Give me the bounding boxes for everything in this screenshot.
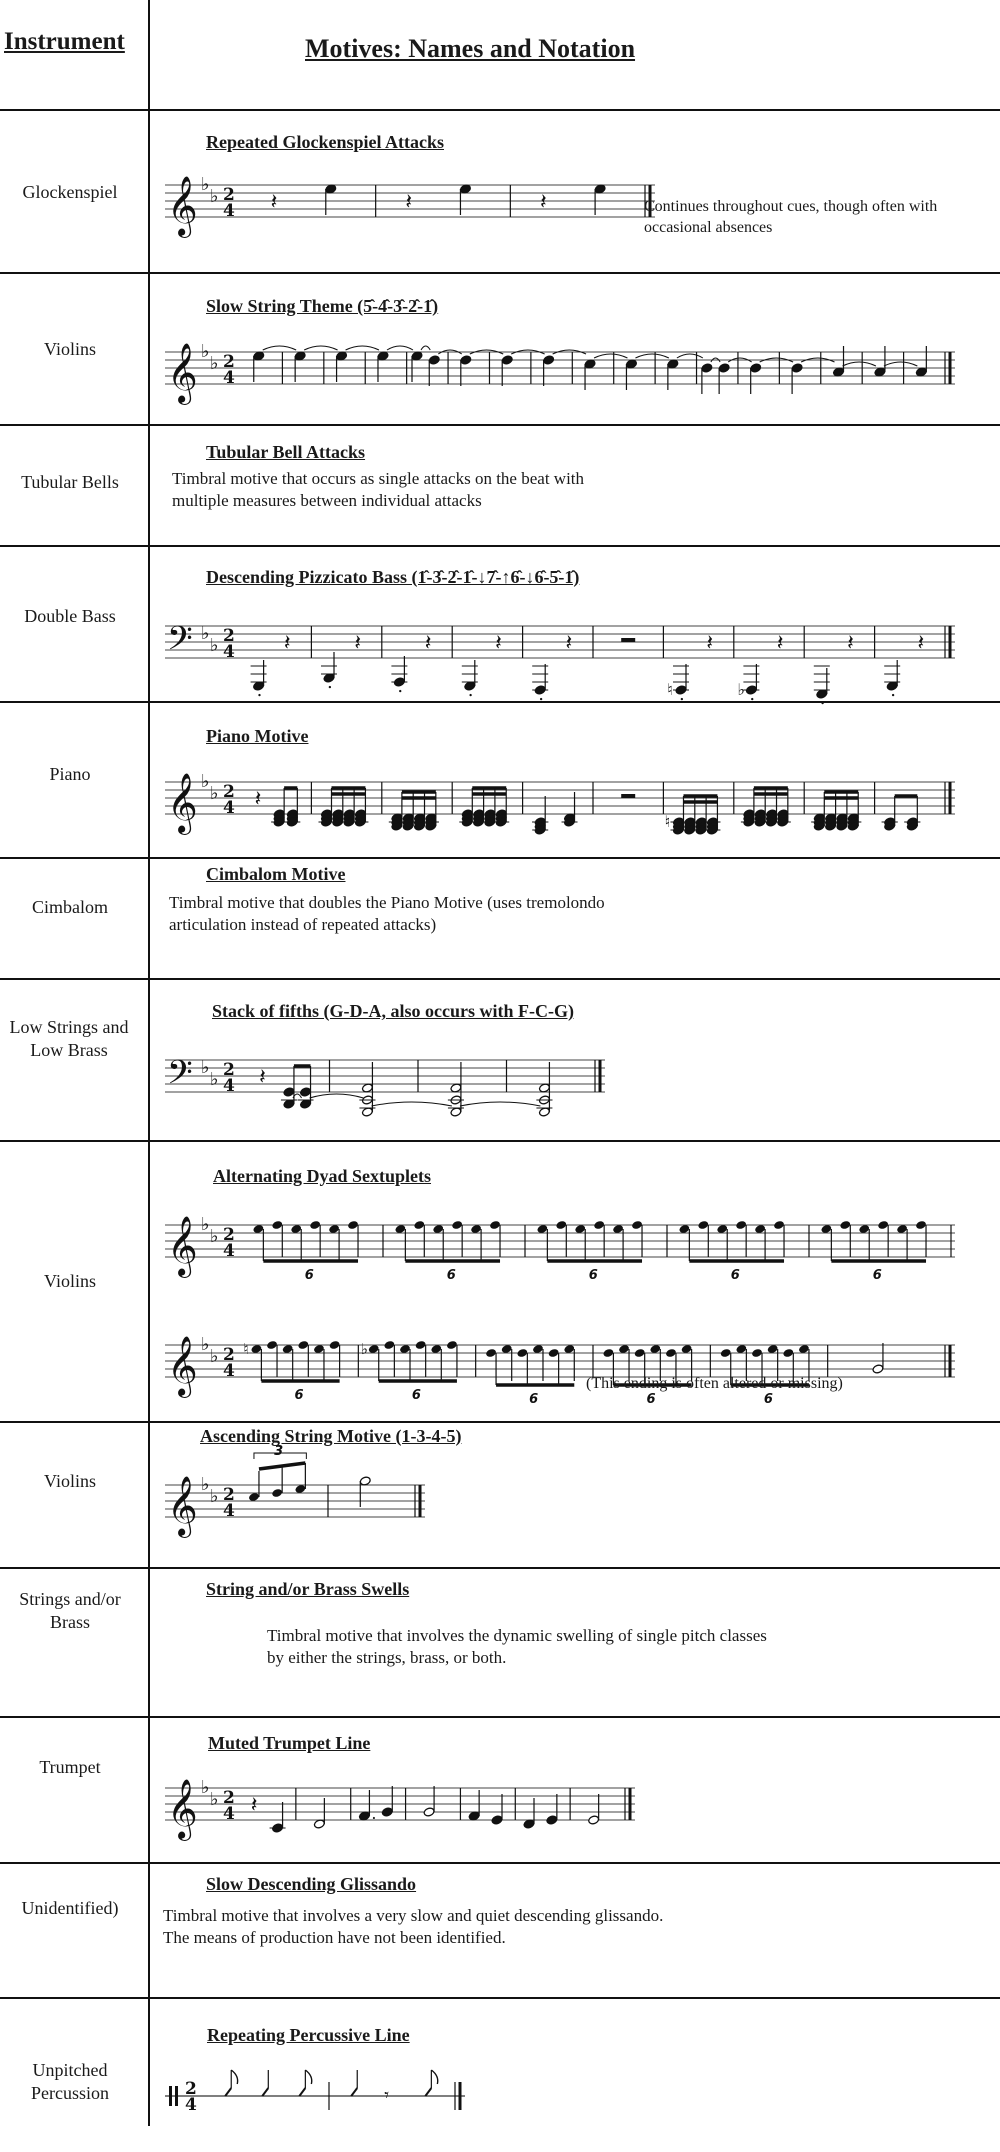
staff-notation — [165, 596, 955, 709]
motive-description: Timbral motive that involves a very slow and quiet descending glissando. The means of production have not been identified. — [163, 1906, 664, 1947]
note-head — [451, 1220, 463, 1230]
motive-title: Tubular Bell Attacks — [206, 442, 366, 462]
note-head — [489, 1220, 501, 1230]
time-signature: 2 — [223, 626, 235, 646]
measure-rest — [621, 794, 635, 798]
flat-icon: ♭ — [210, 635, 219, 656]
tie — [263, 346, 296, 350]
tie — [304, 346, 337, 350]
row-divider — [0, 857, 1000, 859]
treble-clef-icon: 𝄞 — [167, 773, 198, 833]
note-head — [701, 363, 713, 373]
note-head — [720, 1348, 732, 1358]
note-flag — [231, 2070, 237, 2084]
flat-icon: ♭ — [201, 1057, 210, 1078]
percussion-note — [225, 2088, 231, 2096]
instrument-label: Piano — [49, 764, 91, 784]
flat-icon: ♭ — [201, 623, 210, 644]
instrument-label: Double Bass — [24, 606, 116, 626]
note-head — [516, 1348, 528, 1358]
note-flag — [431, 2070, 437, 2084]
percussion-note — [262, 2088, 268, 2096]
row-divider — [0, 1567, 1000, 1569]
time-signature: 2 — [223, 1485, 235, 1505]
motive-description: Timbral motive that occurs as single attacks on the beat with multiple measures between individual attacks — [172, 469, 585, 510]
motive-note: (This ending is often altered or missing) — [586, 1375, 843, 1392]
row-divider — [0, 109, 1000, 111]
flat-icon: ♭ — [201, 1474, 210, 1495]
note-head — [543, 355, 555, 365]
row-divider — [0, 424, 1000, 426]
tie — [843, 362, 876, 366]
flat-icon: ♭ — [210, 353, 219, 374]
quarter-rest-icon: 𝄽 — [495, 631, 502, 656]
tie — [346, 346, 379, 350]
tuplet-label: 6 — [446, 1268, 456, 1283]
staff-notation — [165, 322, 955, 422]
time-signature: 2 — [185, 2079, 197, 2099]
time-signature: 4 — [223, 1241, 235, 1261]
row-divider — [0, 1140, 1000, 1142]
bass-clef-icon: 𝄢 — [167, 620, 193, 666]
staccato-dot: . — [397, 676, 404, 697]
time-signature: 4 — [223, 1361, 235, 1381]
quarter-rest-icon: 𝄽 — [917, 631, 925, 656]
flat-icon: ♭ — [210, 1226, 219, 1247]
percussion-clef-icon — [175, 2086, 178, 2106]
tie — [387, 346, 413, 350]
note-head — [266, 1340, 278, 1350]
bass-clef-icon: 𝄢 — [167, 1054, 193, 1100]
motive-title: Slow Descending Glissando — [206, 1874, 417, 1894]
tuplet-label: 3 — [274, 1444, 284, 1459]
natural-icon: ♮ — [664, 812, 671, 831]
motive-title: Descending Pizzicato Bass (1̂-3̂-2̂-1̂-↓7̂-↑6̂-↓6̂-5̂-1̂) — [206, 567, 580, 587]
row-divider — [0, 1997, 1000, 1999]
note-head — [548, 1348, 560, 1358]
quarter-rest-icon: 𝄽 — [250, 1793, 258, 1818]
instrument-label: Violins — [44, 339, 96, 359]
treble-clef-icon: 𝄞 — [167, 1476, 198, 1536]
note-head — [413, 1220, 425, 1230]
staccato-dot: . — [749, 684, 756, 705]
motive-title: Repeating Percussive Line — [207, 2025, 410, 2045]
time-signature: 4 — [185, 2095, 197, 2115]
tuplet-label: 6 — [411, 1388, 421, 1403]
note-head — [782, 1348, 794, 1358]
row-divider — [0, 701, 1000, 703]
note-head — [283, 1087, 295, 1097]
note-flag — [305, 2070, 311, 2084]
tie — [310, 1094, 364, 1098]
instrument-label: Cimbalom — [32, 897, 108, 917]
percussion-note — [299, 2088, 305, 2096]
time-signature: 4 — [223, 1501, 235, 1521]
quarter-rest-icon: 𝄽 — [254, 787, 262, 812]
treble-clef-icon: 𝄞 — [167, 1779, 198, 1839]
quarter-rest-icon: 𝄽 — [283, 631, 291, 656]
tuplet-label: 6 — [872, 1268, 882, 1283]
note-head — [271, 1220, 283, 1230]
staff-notation — [165, 2050, 465, 2130]
tie — [594, 354, 627, 358]
note-head — [381, 1807, 393, 1817]
note-head — [555, 1220, 567, 1230]
time-signature: 2 — [223, 1345, 235, 1365]
flat-icon: ♭ — [201, 771, 210, 792]
tuplet-label: 6 — [529, 1392, 539, 1407]
flat-icon: ♭ — [210, 1789, 219, 1810]
flat-icon: ♭ — [210, 186, 219, 207]
flat-icon: ♭ — [210, 1486, 219, 1507]
tie — [371, 1102, 451, 1106]
time-signature: 2 — [223, 1060, 235, 1080]
staccato-dot: . — [819, 688, 826, 709]
staccato-dot: . — [256, 680, 263, 701]
instrument-label: Unidentified) — [21, 1898, 119, 1918]
note-head — [300, 1087, 312, 1097]
row-divider — [0, 1716, 1000, 1718]
time-signature: 2 — [223, 1225, 235, 1245]
note-head — [750, 363, 762, 373]
flat-icon: ♭ — [360, 1340, 368, 1358]
note-head — [697, 1220, 709, 1230]
instrument-label: Tubular Bells — [21, 472, 119, 492]
flat-icon: ♭ — [201, 1334, 210, 1355]
row-divider — [0, 1421, 1000, 1423]
instrument-label: Violins — [44, 1471, 96, 1491]
treble-clef-icon: 𝄞 — [167, 1216, 198, 1276]
flat-icon: ♭ — [201, 341, 210, 362]
instrument-label: Low Strings and Low Brass — [9, 1017, 129, 1060]
motive-title: Repeated Glockenspiel Attacks — [206, 132, 444, 152]
note-head — [718, 363, 730, 373]
time-signature: 4 — [223, 798, 235, 818]
tuplet-label: 6 — [294, 1388, 304, 1403]
page-title: Motives: Names and Notation — [305, 34, 636, 63]
staff-notation — [165, 1758, 635, 1858]
time-signature: 4 — [223, 368, 235, 388]
tuplet-label: 6 — [730, 1268, 740, 1283]
tie — [635, 354, 668, 358]
row-divider — [0, 1862, 1000, 1864]
tuplet-label: 6 — [588, 1268, 598, 1283]
staccato-dot: . — [327, 672, 333, 693]
tie — [421, 346, 430, 350]
tie — [460, 1102, 541, 1106]
note-head — [415, 1340, 427, 1350]
quarter-rest-icon: 𝄽 — [354, 631, 362, 656]
treble-clef-icon: 𝄞 — [167, 1336, 198, 1396]
motive-title: Muted Trumpet Line — [208, 1733, 371, 1753]
flat-icon: ♭ — [201, 174, 210, 195]
motive-title: String and/or Brass Swells — [206, 1579, 410, 1599]
treble-clef-icon: 𝄞 — [167, 176, 198, 236]
staff-notation — [165, 1444, 425, 1555]
motive-description: Timbral motive that doubles the Piano Motive (uses tremolondo articulation instead of repeated attacks) — [169, 893, 605, 934]
note-head — [593, 1220, 605, 1230]
tuplet-label: 6 — [304, 1268, 314, 1283]
note-head — [751, 1348, 763, 1358]
quarter-rest-icon: 𝄽 — [847, 631, 854, 656]
flat-icon: ♭ — [201, 1777, 210, 1798]
note-head — [485, 1348, 497, 1358]
measure-rest — [621, 638, 635, 642]
quarter-rest-icon: 𝄽 — [270, 190, 278, 215]
note-head — [665, 1348, 677, 1358]
quarter-rest-icon: 𝄽 — [565, 631, 573, 656]
motive-title: Stack of fifths (G-D-A, also occurs with F-C-G) — [212, 1001, 574, 1021]
staccato-dot: . — [890, 680, 896, 701]
natural-icon: ♮ — [667, 680, 673, 699]
instrument-label: Strings and/or Brass — [19, 1589, 121, 1632]
instrument-label: Unpitched Percussion — [31, 2060, 109, 2103]
flat-icon: ♭ — [210, 1069, 219, 1090]
motive-title: Piano Motive — [206, 726, 309, 746]
quarter-rest-icon: 𝄽 — [776, 631, 784, 656]
note-head — [423, 1807, 435, 1817]
note-head — [446, 1340, 458, 1350]
dot: . — [371, 1804, 377, 1823]
time-signature: 2 — [223, 1788, 235, 1808]
instrument-column-header: Instrument — [4, 28, 125, 55]
note-head — [634, 1348, 646, 1358]
time-signature: 2 — [223, 352, 235, 372]
instrument-label: Glockenspiel — [22, 182, 118, 202]
time-signature: 4 — [223, 642, 235, 662]
tie — [884, 362, 917, 366]
quarter-rest-icon: 𝄽 — [540, 190, 547, 215]
time-signature: 4 — [223, 1804, 235, 1824]
staff-notation — [165, 155, 655, 255]
note-head — [839, 1220, 851, 1230]
note-head — [546, 1815, 558, 1825]
flat-icon: ♭ — [737, 680, 745, 699]
instrument-label: Violins — [44, 1271, 96, 1291]
flat-icon: ♭ — [201, 1214, 210, 1235]
motive-note: Continues throughout cues, though often with occasional absences — [644, 198, 938, 236]
natural-icon: ♮ — [243, 1340, 249, 1358]
percussion-note — [425, 2088, 431, 2096]
note-head — [735, 1220, 747, 1230]
quarter-rest-icon: 𝄽 — [259, 1065, 266, 1090]
note-head — [297, 1340, 309, 1350]
motive-title: Alternating Dyad Sextuplets — [213, 1166, 432, 1186]
note-head — [501, 355, 513, 365]
note-head — [460, 355, 472, 365]
note-head — [383, 1340, 395, 1350]
motive-description: Timbral motive that involves the dynamic swelling of single pitch classes by either the strings, brass, or both. — [267, 1626, 767, 1667]
note-head — [347, 1220, 359, 1230]
row-divider — [0, 545, 1000, 547]
staccato-dot: . — [467, 680, 474, 701]
note-head — [915, 1220, 927, 1230]
flat-icon: ♭ — [210, 1346, 219, 1367]
staff-notation — [165, 1195, 955, 1295]
flat-icon: ♭ — [210, 783, 219, 804]
note-head — [428, 355, 440, 365]
note-head — [491, 1815, 503, 1825]
percussion-clef-icon — [169, 2086, 172, 2106]
note-head — [631, 1220, 643, 1230]
row-divider — [0, 978, 1000, 980]
note-head — [602, 1348, 614, 1358]
motive-title: Ascending String Motive (1-3-4-5) — [200, 1426, 462, 1446]
quarter-rest-icon: 𝄽 — [424, 631, 432, 656]
percussion-note — [351, 2088, 357, 2096]
instrument-label: Trumpet — [39, 1757, 101, 1777]
note-head — [588, 1815, 600, 1825]
column-divider — [148, 0, 150, 2126]
motive-title: Cimbalom Motive — [206, 864, 346, 884]
note-head — [329, 1340, 341, 1350]
tuplet-label: 6 — [763, 1392, 773, 1407]
staff-notation — [165, 1030, 605, 1140]
tuplet-label: 6 — [646, 1392, 656, 1407]
time-signature: 2 — [223, 185, 235, 205]
row-divider — [0, 272, 1000, 274]
note-head — [773, 1220, 785, 1230]
time-signature: 4 — [223, 201, 235, 221]
time-signature: 2 — [223, 782, 235, 802]
staff-notation — [165, 1315, 955, 1415]
note-head — [791, 363, 803, 373]
tie — [677, 354, 703, 358]
staccato-dot: . — [679, 684, 685, 705]
note-head — [271, 1488, 283, 1498]
staccato-dot: . — [538, 684, 544, 705]
eighth-rest-icon: 𝄾 — [384, 2085, 390, 2106]
staff-notation — [165, 752, 955, 852]
treble-clef-icon: 𝄞 — [167, 343, 198, 403]
note-head — [877, 1220, 889, 1230]
quarter-rest-icon: 𝄽 — [405, 190, 413, 215]
quarter-rest-icon: 𝄽 — [706, 631, 714, 656]
motive-title: Slow String Theme (5̂-4̂-3̂-2̂-1̂) — [206, 296, 439, 316]
time-signature: 4 — [223, 1076, 235, 1096]
note-head — [309, 1220, 321, 1230]
